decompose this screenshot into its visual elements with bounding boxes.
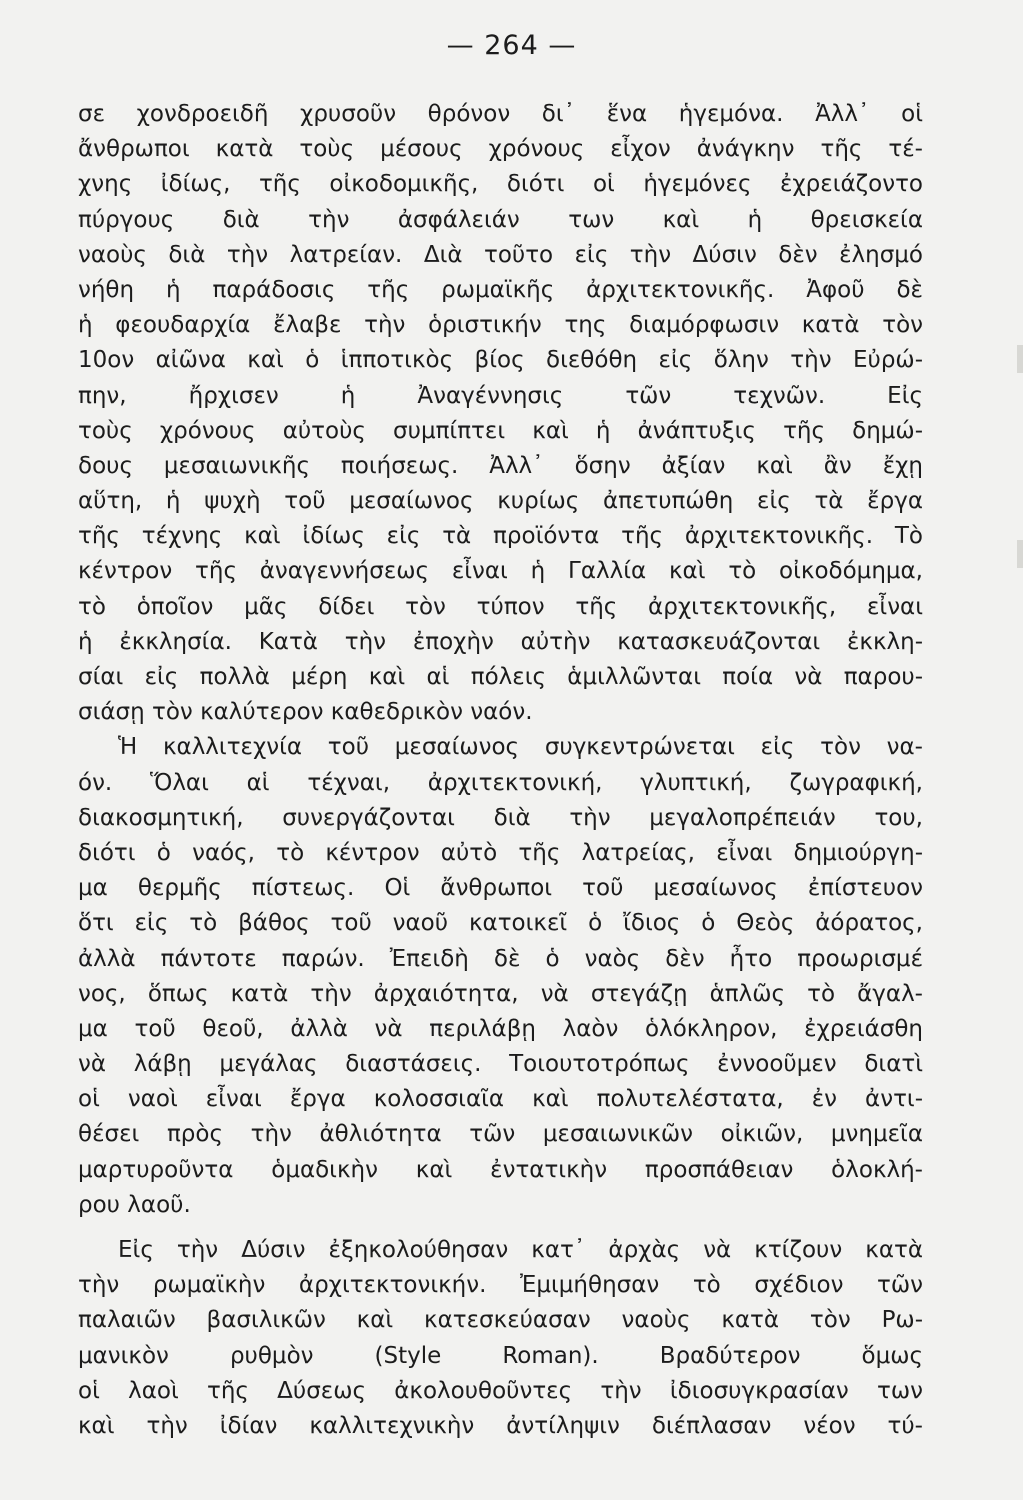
text-line: οἱ λαοὶ τῆς Δύσεως ἀκολουθοῦντες τὴν ἰδιοσυγκρασίαν των	[78, 1377, 923, 1404]
text-line: νος, ὅπως κατὰ τὴν ἀρχαιότητα, νὰ στεγάζῃ ἁπλῶς τὸ ἄγαλ-	[78, 980, 923, 1007]
text-line: ὅτι εἰς τὸ βάθος τοῦ ναοῦ κατοικεῖ ὁ ἴδιος ὁ Θεὸς ἀόρατος,	[78, 910, 923, 937]
text-line: νήθη ἡ παράδοσις τῆς ρωμαϊκῆς ἀρχιτεκτονικῆς. Ἀφοῦ δὲ	[78, 276, 923, 303]
text-line: όν. Ὅλαι αἱ τέχναι, ἀρχιτεκτονική, γλυπτική, ζωγραφική,	[78, 769, 923, 796]
text-line: ρου λαοῦ.	[78, 1191, 191, 1218]
text-line: σιάσῃ τὸν καλύτερον καθεδρικὸν ναόν.	[78, 699, 533, 726]
text-line: σίαι εἰς πολλὰ μέρη καὶ αἱ πόλεις ἁμιλλῶνται ποία νὰ παρου-	[78, 664, 923, 690]
text-line: μα θερμῆς πίστεως. Οἱ ἄνθρωποι τοῦ μεσαίωνος ἐπίστευον	[78, 875, 923, 902]
text-line: τὴν ρωμαϊκὴν ἀρχιτεκτονικήν. Ἐμιμήθησαν τὸ σχέδιον τῶν	[78, 1272, 923, 1299]
text-line: αὕτη, ἡ ψυχὴ τοῦ μεσαίωνος κυρίως ἀπετυπώθη εἰς τὰ ἔργα	[78, 488, 923, 515]
text-line: χνης ἰδίως, τῆς οἰκοδομικῆς, διότι οἱ ἡγεμόνες ἐχρειάζοντο	[78, 171, 923, 198]
paragraph-1	[78, 97, 923, 730]
paragraph-3	[78, 1233, 923, 1444]
scan-edge-mark	[1017, 345, 1023, 373]
text-line: μα τοῦ θεοῦ, ἀλλὰ νὰ περιλάβῃ λαὸν ὁλόκληρον, ἐχρειάσθη	[78, 1015, 923, 1042]
body-text	[78, 97, 923, 1444]
paragraph-2	[78, 730, 923, 1223]
text-line: ἡ ἐκκλησία. Κατὰ τὴν ἐποχὴν αὐτὴν κατασκευάζονται ἐκκλη-	[78, 628, 923, 655]
page-number: — 264 —	[446, 30, 577, 61]
text-line: σε χονδροειδῆ χρυσοῦν θρόνον δι᾽ ἕνα ἡγεμόνα. Ἀλλ᾽ οἱ	[78, 101, 923, 127]
text-line: διότι ὁ ναός, τὸ κέντρον αὐτὸ τῆς λατρείας, εἶναι δημιούργη-	[78, 839, 923, 866]
text-line: πύργους διὰ τὴν ἀσφάλειάν των καὶ ἡ θρεισκεία	[78, 206, 923, 233]
text-line: νὰ λάβῃ μεγάλας διαστάσεις. Τοιουτοτρόπως ἐννοοῦμεν διατὶ	[78, 1051, 923, 1078]
text-line: Εἰς τὴν Δύσιν ἐξηκολούθησαν κατ᾽ ἀρχὰς νὰ κτίζουν κατὰ	[118, 1237, 923, 1263]
text-line: ἀλλὰ πάντοτε παρών. Ἐπειδὴ δὲ ὁ ναὸς δὲν ἦτο προωρισμέ	[78, 945, 923, 972]
scan-edge-mark	[1017, 540, 1023, 568]
text-line: δους μεσαιωνικῆς ποιήσεως. Ἀλλ᾽ ὅσην ἀξίαν καὶ ἂν ἔχῃ	[78, 452, 923, 479]
text-line: ἄνθρωποι κατὰ τοὺς μέσους χρόνους εἶχον ἀνάγκην τῆς τέ-	[78, 136, 923, 163]
text-line: οἱ ναοὶ εἶναι ἔργα κολοσσιαῖα καὶ πολυτελέστατα, ἐν ἀντι-	[78, 1086, 923, 1113]
text-line: ἡ φεουδαρχία ἔλαβε τὴν ὁριστικήν της διαμόρφωσιν κατὰ τὸν	[78, 312, 923, 339]
text-line: κέντρον τῆς ἀναγεννήσεως εἶναι ἡ Γαλλία καὶ τὸ οἰκοδόμημα,	[78, 558, 923, 585]
text-line: τὸ ὁποῖον μᾶς δίδει τὸν τύπον τῆς ἀρχιτεκτονικῆς, εἶναι	[78, 593, 923, 620]
text-line: μανικὸν ρυθμὸν (Style Roman). Βραδύτερον ὅμως	[78, 1342, 923, 1369]
text-line: πην, ἤρχισεν ἡ Ἀναγέννησις τῶν τεχνῶν. Εἰς	[78, 382, 923, 409]
text-line: ναοὺς διὰ τὴν λατρείαν. Διὰ τοῦτο εἰς τὴν Δύσιν δὲν ἐλησμό	[78, 241, 923, 268]
text-line: μαρτυροῦντα ὁμαδικὴν καὶ ἐντατικὴν προσπάθειαν ὁλοκλή-	[78, 1156, 923, 1183]
text-line: καὶ τὴν ἰδίαν καλλιτεχνικὴν ἀντίληψιν διέπλασαν νέον τύ-	[78, 1412, 923, 1439]
text-line: Ἡ καλλιτεχνία τοῦ μεσαίωνος συγκεντρώνεται εἰς τὸν να-	[118, 734, 923, 761]
text-line: τῆς τέχνης καὶ ἰδίως εἰς τὰ προϊόντα τῆς ἀρχιτεκτονικῆς. Τὸ	[78, 523, 923, 550]
text-line: παλαιῶν βασιλικῶν καὶ κατεσκεύασαν ναοὺς κατὰ τὸν Ρω-	[78, 1307, 923, 1334]
text-line: 10ον αἰῶνα καὶ ὁ ἱπποτικὸς βίος διεθόθη εἰς ὅλην τὴν Εὐρώ-	[78, 347, 923, 374]
text-line: θέσει πρὸς τὴν ἀθλιότητα τῶν μεσαιωνικῶν οἰκιῶν, μνημεῖα	[78, 1121, 923, 1148]
text-line: τοὺς χρόνους αὐτοὺς συμπίπτει καὶ ἡ ἀνάπτυξις τῆς δημώ-	[78, 417, 923, 444]
text-line: διακοσμητική, συνεργάζονται διὰ τὴν μεγαλοπρέπειάν του,	[78, 804, 923, 831]
